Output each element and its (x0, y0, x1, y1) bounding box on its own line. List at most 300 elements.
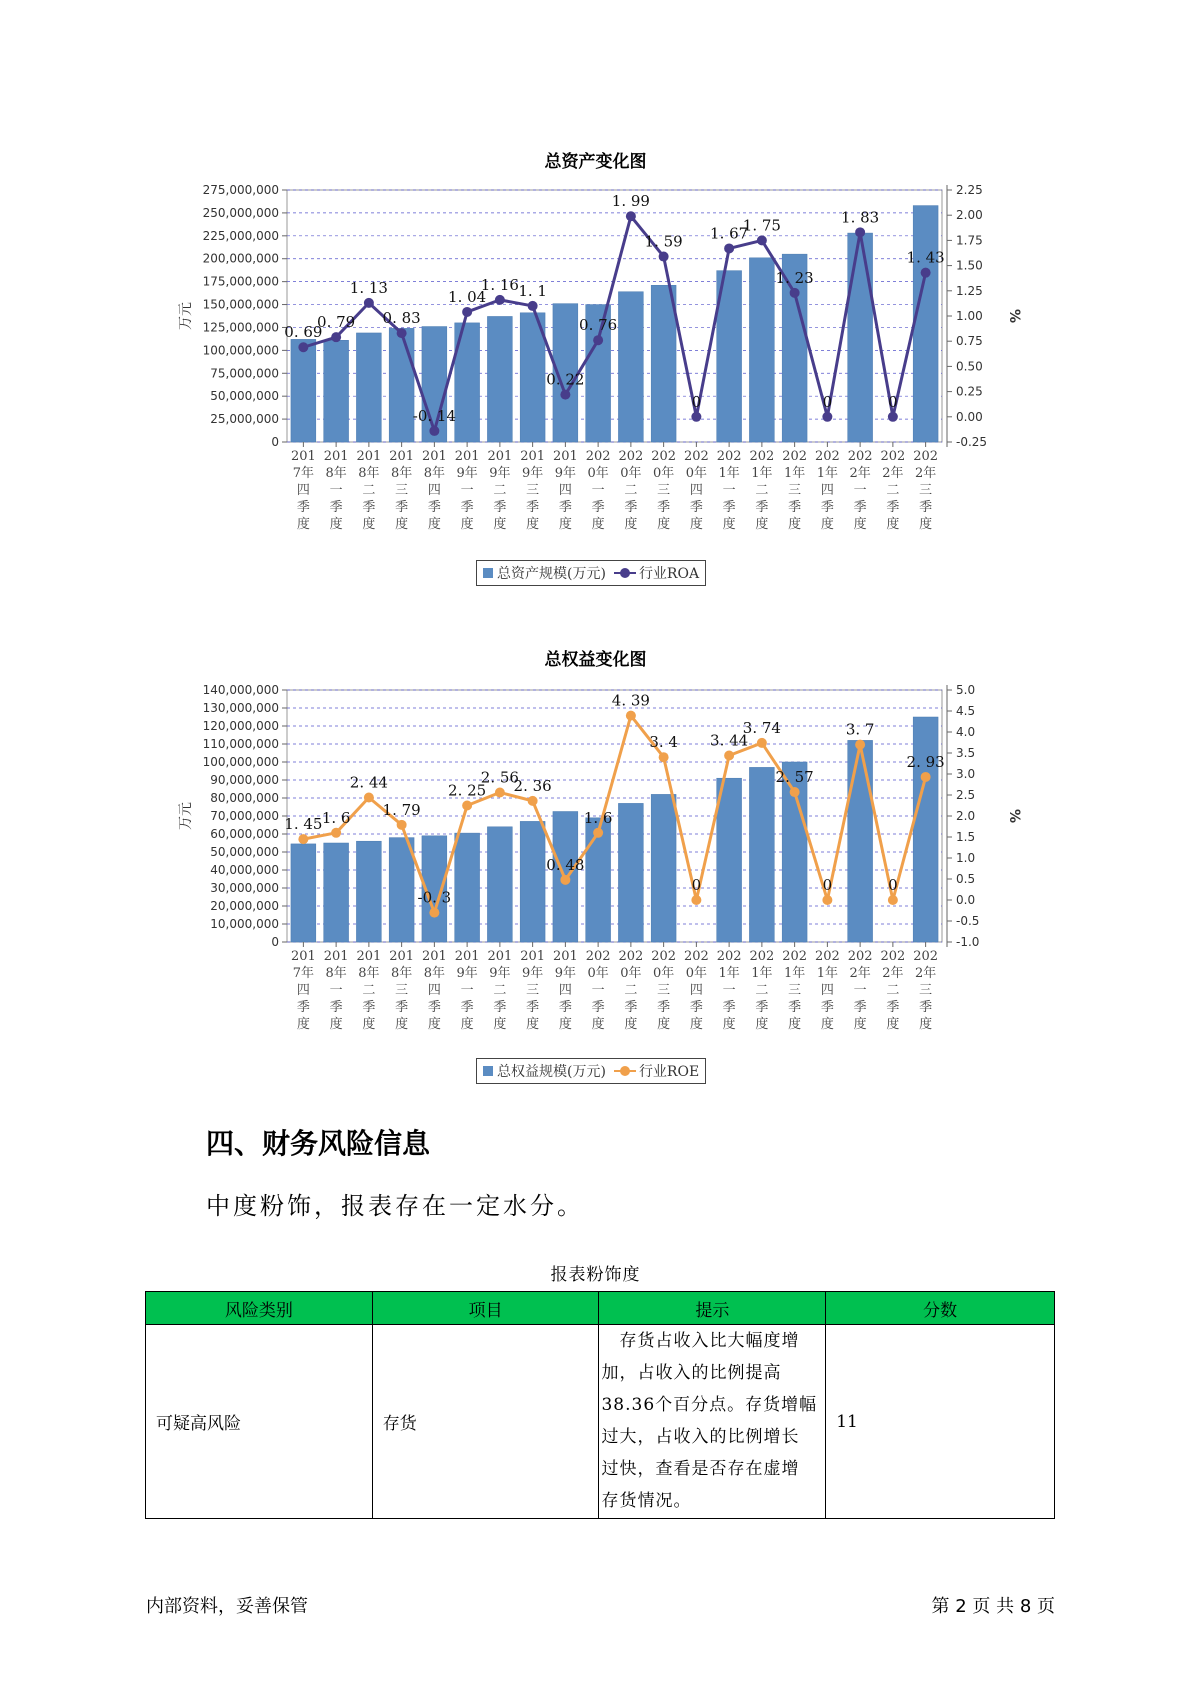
bar (913, 717, 938, 942)
y-tick-label: 125,000,000 (202, 320, 279, 335)
tip-line: 过快，查看是否存在虚增 (601, 1459, 800, 1479)
x-tick-label: 度 (493, 1017, 507, 1032)
tip-line: 过大，占收入的比例增长 (601, 1427, 800, 1447)
x-tick-label: 201 (290, 949, 316, 964)
y-tick-label: 0 (271, 935, 279, 949)
line-point (626, 711, 636, 721)
tip-line: 加，占收入的比例提高 (601, 1363, 782, 1383)
data-label: 0. 22 (546, 370, 585, 389)
x-tick-label: 1年 (718, 966, 740, 981)
y2-tick-label: -0.5 (956, 914, 980, 928)
data-label: 1. 04 (448, 287, 487, 306)
x-tick-label: 202 (651, 949, 677, 964)
bar (356, 333, 381, 442)
x-tick-label: 季 (853, 500, 867, 515)
x-tick-label: 9年 (521, 966, 544, 981)
x-tick-label: 季 (591, 1000, 605, 1015)
x-tick-label: 度 (526, 517, 540, 532)
x-tick-label: 二 (624, 483, 638, 498)
data-label: 0 (888, 392, 898, 411)
line-point (298, 834, 308, 844)
line-point (593, 335, 603, 345)
bar (913, 206, 938, 442)
section-title: 四、财务风险信息 (206, 1127, 431, 1160)
x-tick-label: 一 (460, 483, 474, 498)
x-tick-label: 季 (460, 500, 474, 515)
y-tick-label: 10,000,000 (210, 917, 279, 931)
line-point (560, 875, 570, 885)
cell-risk-category: 可疑高风险 (146, 1325, 373, 1519)
line-point (397, 820, 407, 830)
y2-tick-label: 1.5 (956, 830, 976, 844)
line-point (495, 787, 505, 797)
y-tick-label: 50,000,000 (210, 845, 279, 859)
x-tick-label: 季 (657, 500, 671, 515)
x-tick-label: 9年 (489, 466, 511, 481)
x-tick-label: 202 (782, 449, 808, 464)
data-label: 1. 67 (710, 224, 749, 243)
x-tick-label: 201 (487, 949, 513, 964)
data-label: 0. 76 (579, 316, 618, 335)
data-label: 0 (691, 392, 702, 411)
x-tick-label: 202 (880, 949, 906, 964)
x-tick-label: 201 (421, 449, 447, 464)
line-point (659, 752, 669, 762)
x-tick-label: 202 (749, 949, 775, 964)
tip-line: 存货占收入比大幅度增 (601, 1331, 800, 1351)
y2-tick-label: -1.0 (956, 935, 980, 949)
y2-axis-label: % (1006, 308, 1022, 324)
line-point (888, 412, 898, 422)
line-point (298, 342, 308, 352)
y2-tick-label: 0.50 (956, 359, 983, 374)
x-tick-label: 二 (493, 983, 507, 998)
x-tick-label: 四 (820, 983, 834, 998)
x-tick-label: 度 (460, 517, 474, 532)
data-label: 2. 25 (448, 781, 487, 800)
y-tick-label: 150,000,000 (202, 297, 279, 312)
x-tick-label: 季 (329, 1000, 343, 1015)
x-tick-label: 度 (853, 1017, 867, 1032)
x-tick-label: 一 (722, 483, 736, 498)
x-tick-label: 1年 (816, 966, 839, 981)
header-risk-category: 风险类别 (146, 1292, 373, 1325)
x-tick-label: 三 (657, 983, 671, 998)
x-tick-label: 季 (329, 500, 343, 515)
x-tick-label: 度 (362, 517, 376, 532)
x-tick-label: 度 (886, 1017, 900, 1032)
x-tick-label: 8年 (358, 466, 380, 481)
x-tick-label: 二 (755, 483, 769, 498)
x-tick-label: 8年 (423, 466, 446, 481)
x-tick-label: 季 (624, 500, 638, 515)
line-point (462, 801, 472, 811)
y2-tick-label: 1.25 (956, 283, 983, 298)
line-point (528, 796, 538, 806)
x-tick-label: 季 (886, 500, 900, 515)
x-tick-label: 8年 (390, 966, 413, 981)
y2-tick-label: 0.75 (956, 334, 983, 349)
x-tick-label: 1年 (751, 466, 773, 481)
x-tick-label: 季 (919, 1000, 933, 1015)
legend-line-label: 行业ROA (638, 566, 700, 582)
data-label: 3. 4 (649, 733, 678, 752)
x-tick-label: 度 (558, 1017, 572, 1032)
total-assets-chart (0, 170, 1191, 590)
y2-tick-label: 1.0 (956, 851, 976, 865)
y-tick-label: 275,000,000 (202, 183, 279, 197)
y2-tick-label: 2.00 (956, 208, 983, 223)
cell-item: 存货 (372, 1325, 599, 1519)
x-tick-label: 季 (788, 500, 802, 515)
x-tick-label: 8年 (390, 466, 413, 481)
x-tick-label: 季 (591, 500, 605, 515)
legend-total-assets (476, 560, 706, 586)
x-tick-label: 202 (847, 449, 873, 464)
cell-score: 11 (826, 1325, 1055, 1519)
x-tick-label: 202 (618, 449, 644, 464)
footer-page-number: 第 2 页 共 8 页 (931, 1596, 1055, 1617)
x-tick-label: 度 (591, 1017, 605, 1032)
x-tick-label: 9年 (489, 966, 511, 981)
x-tick-label: 季 (362, 500, 376, 515)
x-tick-label: 三 (919, 983, 933, 998)
table-title: 报表粉饰度 (550, 1265, 641, 1285)
x-tick-label: 一 (853, 483, 867, 498)
footer-confidential: 内部资料，妥善保管 (146, 1596, 308, 1617)
y-tick-label: 70,000,000 (210, 809, 279, 823)
data-label: 1. 83 (841, 208, 880, 227)
x-tick-label: 季 (853, 1000, 867, 1015)
line-point (757, 235, 767, 245)
line-point (429, 908, 439, 918)
y2-tick-label: -0.25 (956, 435, 988, 449)
x-tick-label: 201 (290, 449, 316, 464)
line-point (364, 793, 374, 803)
line-point (790, 787, 800, 797)
line-point (724, 751, 734, 761)
line-point (331, 828, 341, 838)
y-tick-label: 60,000,000 (210, 827, 279, 841)
data-label: 3. 7 (845, 720, 875, 739)
x-tick-label: 1年 (783, 466, 806, 481)
y-tick-label: 90,000,000 (210, 773, 279, 787)
bar (389, 838, 414, 942)
x-tick-label: 202 (913, 449, 939, 464)
x-tick-label: 季 (722, 1000, 736, 1015)
x-tick-label: 季 (919, 500, 933, 515)
data-label: 2. 93 (906, 752, 945, 771)
x-tick-label: 201 (356, 949, 382, 964)
x-tick-label: 202 (782, 949, 808, 964)
x-tick-label: 0年 (685, 966, 708, 981)
x-tick-label: 二 (362, 983, 376, 998)
x-tick-label: 一 (722, 983, 736, 998)
y-tick-label: 200,000,000 (202, 251, 279, 266)
bar (389, 328, 414, 442)
header-tip: 提示 (599, 1292, 826, 1325)
x-tick-label: 三 (788, 483, 802, 498)
line-point (364, 298, 374, 308)
x-tick-label: 度 (624, 1017, 638, 1032)
data-label: 0 (822, 876, 833, 894)
x-tick-label: 度 (755, 1017, 769, 1032)
x-tick-label: 季 (624, 1000, 638, 1015)
x-tick-label: 度 (427, 1017, 441, 1032)
bar (749, 258, 774, 442)
x-tick-label: 四 (296, 983, 310, 998)
x-tick-label: 四 (689, 983, 703, 998)
x-tick-label: 季 (558, 1000, 572, 1015)
data-label: 1. 43 (906, 248, 945, 267)
x-tick-label: 度 (296, 517, 310, 532)
x-tick-label: 7年 (292, 966, 315, 981)
x-tick-label: 2年 (849, 966, 871, 981)
x-tick-label: 度 (591, 517, 605, 532)
x-tick-label: 度 (526, 1017, 540, 1032)
x-tick-label: 季 (395, 500, 409, 515)
line-point (921, 772, 931, 782)
x-tick-label: 201 (487, 449, 513, 464)
y2-tick-label: 0.00 (956, 409, 983, 424)
x-tick-label: 0年 (620, 466, 642, 481)
x-tick-label: 二 (886, 483, 900, 498)
line-point (560, 390, 570, 400)
data-label: 3. 74 (742, 718, 781, 737)
y-tick-label: 80,000,000 (210, 791, 279, 805)
legend-bar-label: 总资产规模(万元) (497, 566, 606, 582)
x-tick-label: 度 (722, 1017, 736, 1032)
y-tick-label: 30,000,000 (210, 881, 279, 895)
data-label: 0 (888, 876, 898, 894)
line-point (331, 332, 341, 342)
bar (324, 843, 349, 942)
x-tick-label: 三 (395, 483, 409, 498)
x-tick-label: 1年 (783, 966, 806, 981)
x-tick-label: 2年 (882, 966, 904, 981)
y-axis-label: 万元 (178, 302, 194, 330)
y2-tick-label: 4.0 (956, 725, 976, 739)
data-label: 0. 79 (317, 313, 356, 332)
line-point (855, 740, 865, 750)
x-tick-label: 季 (886, 1000, 900, 1015)
y-tick-label: 0 (271, 435, 279, 449)
data-label: 1. 99 (611, 192, 650, 211)
y2-tick-label: 1.75 (956, 233, 983, 248)
x-tick-label: 度 (558, 517, 572, 532)
x-tick-label: 季 (427, 1000, 441, 1015)
x-tick-label: 季 (820, 500, 834, 515)
bar (848, 233, 873, 442)
x-tick-label: 0年 (652, 466, 675, 481)
x-tick-label: 季 (526, 1000, 540, 1015)
cell-tip (599, 1325, 826, 1519)
legend-bar-swatch (483, 1066, 493, 1076)
x-tick-label: 202 (716, 449, 742, 464)
x-tick-label: 度 (919, 517, 933, 532)
x-tick-label: 季 (493, 500, 507, 515)
data-label: -0. 14 (412, 406, 456, 425)
data-label: 2. 57 (775, 768, 814, 787)
y-tick-label: 75,000,000 (210, 366, 279, 381)
x-tick-label: 2年 (914, 966, 937, 981)
x-tick-label: 2年 (849, 466, 871, 481)
x-tick-label: 9年 (456, 466, 478, 481)
x-tick-label: 季 (460, 1000, 474, 1015)
data-label: 2. 36 (513, 776, 552, 795)
table-row (146, 1325, 1055, 1519)
bar (487, 316, 512, 442)
y2-tick-label: 1.50 (956, 258, 983, 273)
data-label: -0. 3 (417, 888, 452, 907)
x-tick-label: 9年 (554, 466, 577, 481)
y-tick-label: 225,000,000 (202, 228, 279, 243)
x-tick-label: 度 (886, 517, 900, 532)
risk-summary: 中度粉饰，报表存在一定水分。 (206, 1192, 584, 1220)
x-tick-label: 二 (493, 483, 507, 498)
x-tick-label: 四 (558, 983, 572, 998)
x-tick-label: 一 (460, 983, 474, 998)
line-point (822, 412, 832, 422)
data-label: 1. 79 (382, 800, 421, 819)
bar (749, 767, 774, 942)
tip-line: 38.36个百分点。存货增幅 (601, 1395, 818, 1415)
line-point (659, 252, 669, 262)
x-tick-label: 季 (362, 1000, 376, 1015)
x-tick-label: 201 (323, 949, 349, 964)
data-label: 0. 48 (546, 855, 585, 874)
x-tick-label: 季 (755, 500, 769, 515)
data-label: 1. 45 (284, 815, 323, 834)
x-tick-label: 202 (618, 949, 644, 964)
line-point (790, 288, 800, 298)
x-tick-label: 度 (624, 517, 638, 532)
line-point (921, 268, 931, 278)
x-tick-label: 202 (913, 949, 939, 964)
x-tick-label: 202 (683, 449, 709, 464)
y-tick-label: 130,000,000 (202, 701, 279, 715)
x-tick-label: 度 (493, 517, 507, 532)
data-label: 1. 6 (321, 808, 351, 827)
y2-tick-label: 3.5 (956, 746, 976, 760)
y-tick-label: 20,000,000 (210, 899, 279, 913)
x-tick-label: 201 (454, 449, 480, 464)
x-tick-label: 度 (362, 1017, 376, 1032)
x-tick-label: 度 (820, 517, 834, 532)
x-tick-label: 7年 (292, 466, 315, 481)
x-tick-label: 一 (853, 983, 867, 998)
bar (651, 285, 676, 442)
x-tick-label: 度 (329, 1017, 343, 1032)
data-label: 1. 6 (583, 808, 613, 827)
header-item: 项目 (372, 1292, 599, 1325)
x-tick-label: 度 (853, 517, 867, 532)
x-tick-label: 度 (657, 1017, 671, 1032)
x-tick-label: 季 (526, 500, 540, 515)
line-point (495, 295, 505, 305)
x-tick-label: 度 (395, 1017, 409, 1032)
x-tick-label: 二 (755, 983, 769, 998)
line-point (724, 243, 734, 253)
line-point (691, 895, 701, 905)
x-tick-label: 8年 (358, 966, 380, 981)
x-tick-label: 9年 (554, 966, 577, 981)
total-equity-chart (0, 670, 1191, 1070)
y-tick-label: 110,000,000 (202, 737, 279, 751)
y-tick-label: 100,000,000 (202, 343, 279, 358)
x-tick-label: 季 (657, 1000, 671, 1015)
y-tick-label: 40,000,000 (210, 863, 279, 877)
y2-tick-label: 0.5 (956, 872, 976, 886)
bar (618, 803, 643, 942)
x-tick-label: 二 (624, 983, 638, 998)
bar (291, 339, 316, 442)
x-tick-label: 季 (427, 500, 441, 515)
x-tick-label: 201 (520, 449, 546, 464)
x-tick-label: 1年 (718, 466, 740, 481)
y2-tick-label: 4.5 (956, 704, 976, 718)
y-tick-label: 25,000,000 (210, 412, 279, 427)
y-tick-label: 140,000,000 (202, 683, 279, 697)
x-tick-label: 202 (683, 949, 709, 964)
x-tick-label: 度 (788, 517, 802, 532)
y2-tick-label: 3.0 (956, 767, 976, 781)
table-header-row (146, 1292, 1055, 1325)
y-tick-label: 100,000,000 (202, 755, 279, 769)
data-label: 1. 23 (775, 268, 814, 287)
x-tick-label: 三 (526, 983, 540, 998)
x-tick-label: 1年 (751, 966, 773, 981)
legend-bar-label: 总权益规模(万元) (497, 1064, 606, 1080)
bar (651, 794, 676, 942)
x-tick-label: 季 (722, 500, 736, 515)
x-tick-label: 度 (460, 1017, 474, 1032)
x-tick-label: 201 (389, 949, 415, 964)
legend-line-label: 行业ROE (638, 1064, 700, 1080)
line-point (626, 211, 636, 221)
x-tick-label: 四 (820, 483, 834, 498)
line-point (855, 227, 865, 237)
x-tick-label: 0年 (620, 966, 642, 981)
y2-tick-label: 0.25 (956, 384, 983, 399)
x-tick-label: 度 (788, 1017, 802, 1032)
x-tick-label: 一 (591, 483, 605, 498)
x-tick-label: 0年 (587, 466, 609, 481)
x-tick-label: 8年 (325, 966, 347, 981)
line-point (397, 328, 407, 338)
x-tick-label: 度 (296, 1017, 310, 1032)
bar (848, 740, 873, 942)
data-label: 2. 44 (349, 773, 388, 792)
x-tick-label: 202 (880, 449, 906, 464)
x-tick-label: 四 (296, 483, 310, 498)
x-tick-label: 202 (585, 449, 611, 464)
x-tick-label: 0年 (652, 966, 675, 981)
data-label: 1. 59 (644, 232, 683, 251)
x-tick-label: 度 (689, 517, 703, 532)
x-tick-label: 2年 (914, 466, 937, 481)
x-tick-label: 202 (814, 949, 840, 964)
x-tick-label: 8年 (325, 466, 347, 481)
header-score: 分数 (826, 1292, 1055, 1325)
data-label: 4. 39 (611, 691, 650, 710)
x-tick-label: 202 (716, 949, 742, 964)
x-tick-label: 季 (493, 1000, 507, 1015)
data-label: 1. 16 (480, 275, 519, 294)
x-tick-label: 季 (820, 1000, 834, 1015)
x-tick-label: 三 (657, 483, 671, 498)
bar (455, 833, 480, 942)
